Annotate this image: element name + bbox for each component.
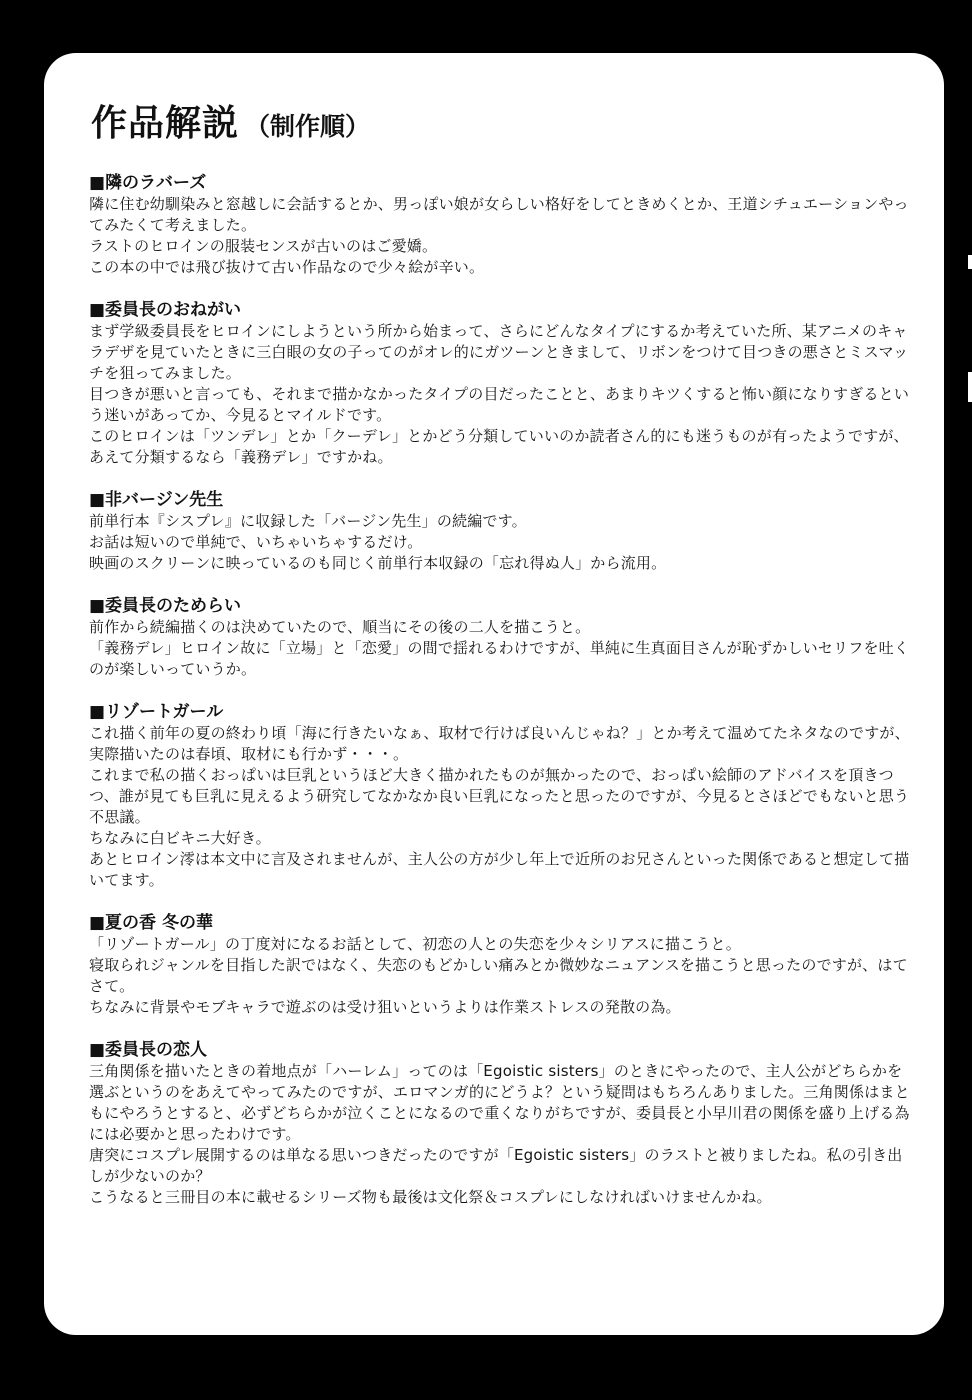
body-paragraph: ちなみに白ビキニ大好き。 <box>89 829 271 847</box>
body-paragraph: 「義務デレ」ヒロイン故に「立場」と「恋愛」の間で揺れるわけですが、単純に生真面目さんが恥ずかしいセリフを吐くのが楽しいっていうか。 <box>89 639 910 678</box>
section-heading: ■委員長のためらい <box>89 596 242 616</box>
body-paragraph: これまで私の描くおっぱいは巨乳というほど大きく描かれたものが無かったので、おっぱい絵師のアドバイスを頂きつつ、誰が見ても巨乳に見えるよう研究してなかなか良い巨乳になったと思ったのですが、今見るとさほどでもないと思う不思議。 <box>89 766 910 826</box>
body-paragraph: 前作から続編描くのは決めていたので、順当にその後の二人を描こうと。 <box>89 618 591 636</box>
body-paragraph: お話は短いので単純で、いちゃいちゃするだけ。 <box>89 533 423 551</box>
body-paragraph: 唐突にコスプレ展開するのは単なる思いつきだったのですが「Egoistic sisters」のラストと被りましたね。私の引き出しが少ないのか？ <box>89 1146 903 1185</box>
section-body <box>89 321 914 468</box>
commentary-content <box>89 173 914 1230</box>
body-paragraph: 隣に住む幼馴染みと窓越しに会話するとか、男っぽい娘が女らしい格好をしてときめくとか、王道シチュエーションやってみたくて考えました。 <box>89 195 909 234</box>
body-paragraph: 三角関係を描いたときの着地点が「ハーレム」ってのは「Egoistic sisters」のときにやったので、主人公がどちらかを選ぶというのをあえてやってみたのですが、エロマンガ的にどうよ？という疑問はもちろんありました。三角関係はまともにやろうとすると、必ずどちらかが泣くことになるので重くなりがちですが、委員長と小早川君の関係を盛り上げる為には必要かと思ったわけです。 <box>89 1062 910 1143</box>
section-heading: ■隣のラバーズ <box>89 173 207 193</box>
section-natsu-no-ka-fuyu-no-hana <box>89 913 914 1018</box>
section-body <box>89 617 914 680</box>
section-body <box>89 1061 914 1208</box>
page-title <box>91 95 370 146</box>
section-tonari-no-lovers <box>89 173 914 278</box>
section-iinchou-no-onegai <box>89 300 914 468</box>
section-heading: ■委員長の恋人 <box>89 1040 208 1060</box>
body-paragraph: このヒロインは「ツンデレ」とか「クーデレ」とかどう分類していいのか読者さん的にも迷うものが有ったようですが、あえて分類するなら「義務デレ」ですかね。 <box>89 427 909 466</box>
section-hi-virgin-sensei <box>89 490 914 574</box>
section-body <box>89 934 914 1018</box>
section-body <box>89 194 914 278</box>
section-body <box>89 723 914 891</box>
body-paragraph: 映画のスクリーンに映っているのも同じく前単行本収録の「忘れ得ぬ人」から流用。 <box>89 554 667 572</box>
body-paragraph: ラストのヒロインの服装センスが古いのはご愛嬌。 <box>89 237 438 255</box>
body-paragraph: あとヒロイン澪は本文中に言及されませんが、主人公の方が少し年上で近所のお兄さんといった関係であると想定して描いてます。 <box>89 850 910 889</box>
section-heading: ■非バージン先生 <box>89 490 224 510</box>
section-heading: ■夏の香 冬の華 <box>89 913 213 933</box>
page-panel <box>44 53 944 1335</box>
body-paragraph: 前単行本『シスプレ』に収録した「バージン先生」の続編です。 <box>89 512 527 530</box>
page-title-subtitle: （制作順） <box>245 112 371 141</box>
body-paragraph: 寝取られジャンルを目指した訳ではなく、失恋のもどかしい痛みとか微妙なニュアンスを描こうと思ったのですが、はてさて。 <box>89 956 908 995</box>
scan-edge-mark <box>968 255 972 269</box>
body-paragraph: 「リゾートガール」の丁度対になるお話として、初恋の人との失恋を少々シリアスに描こうと。 <box>89 935 741 953</box>
page-title-main: 作品解説 <box>91 103 240 144</box>
body-paragraph: まず学級委員長をヒロインにしようという所から始まって、さらにどんなタイプにするか考えていた所、某アニメのキャラデザを見ていたときに三白眼の女の子ってのがオレ的にガツーンときまして、リボンをつけて目つきの悪さとミスマッチを狙ってみました。 <box>89 322 909 382</box>
scan-edge-mark <box>968 372 972 402</box>
body-paragraph: ちなみに背景やモブキャラで遊ぶのは受け狙いというよりは作業ストレスの発散の為。 <box>89 998 681 1016</box>
body-paragraph: 目つきが悪いと言っても、それまで描かなかったタイプの目だったことと、あまりキツくすると怖い顔になりすぎるという迷いがあってか、今見るとマイルドです。 <box>89 385 910 424</box>
section-iinchou-no-koibito <box>89 1040 914 1208</box>
section-heading: ■委員長のおねがい <box>89 300 242 320</box>
body-paragraph: この本の中では飛び抜けて古い作品なので少々絵が辛い。 <box>89 258 485 276</box>
section-heading: ■リゾートガール <box>89 702 224 722</box>
body-paragraph: こうなると三冊目の本に載せるシリーズ物も最後は文化祭＆コスプレにしなければいけませんかね。 <box>89 1188 772 1206</box>
section-body <box>89 511 914 574</box>
section-iinchou-no-tamerai <box>89 596 914 680</box>
body-paragraph: これ描く前年の夏の終わり頃「海に行きたいなぁ、取材で行けば良いんじゃね？」とか考えて温めてたネタなのですが、実際描いたのは春頃、取材にも行かず・・・。 <box>89 724 910 763</box>
section-resort-girl <box>89 702 914 891</box>
